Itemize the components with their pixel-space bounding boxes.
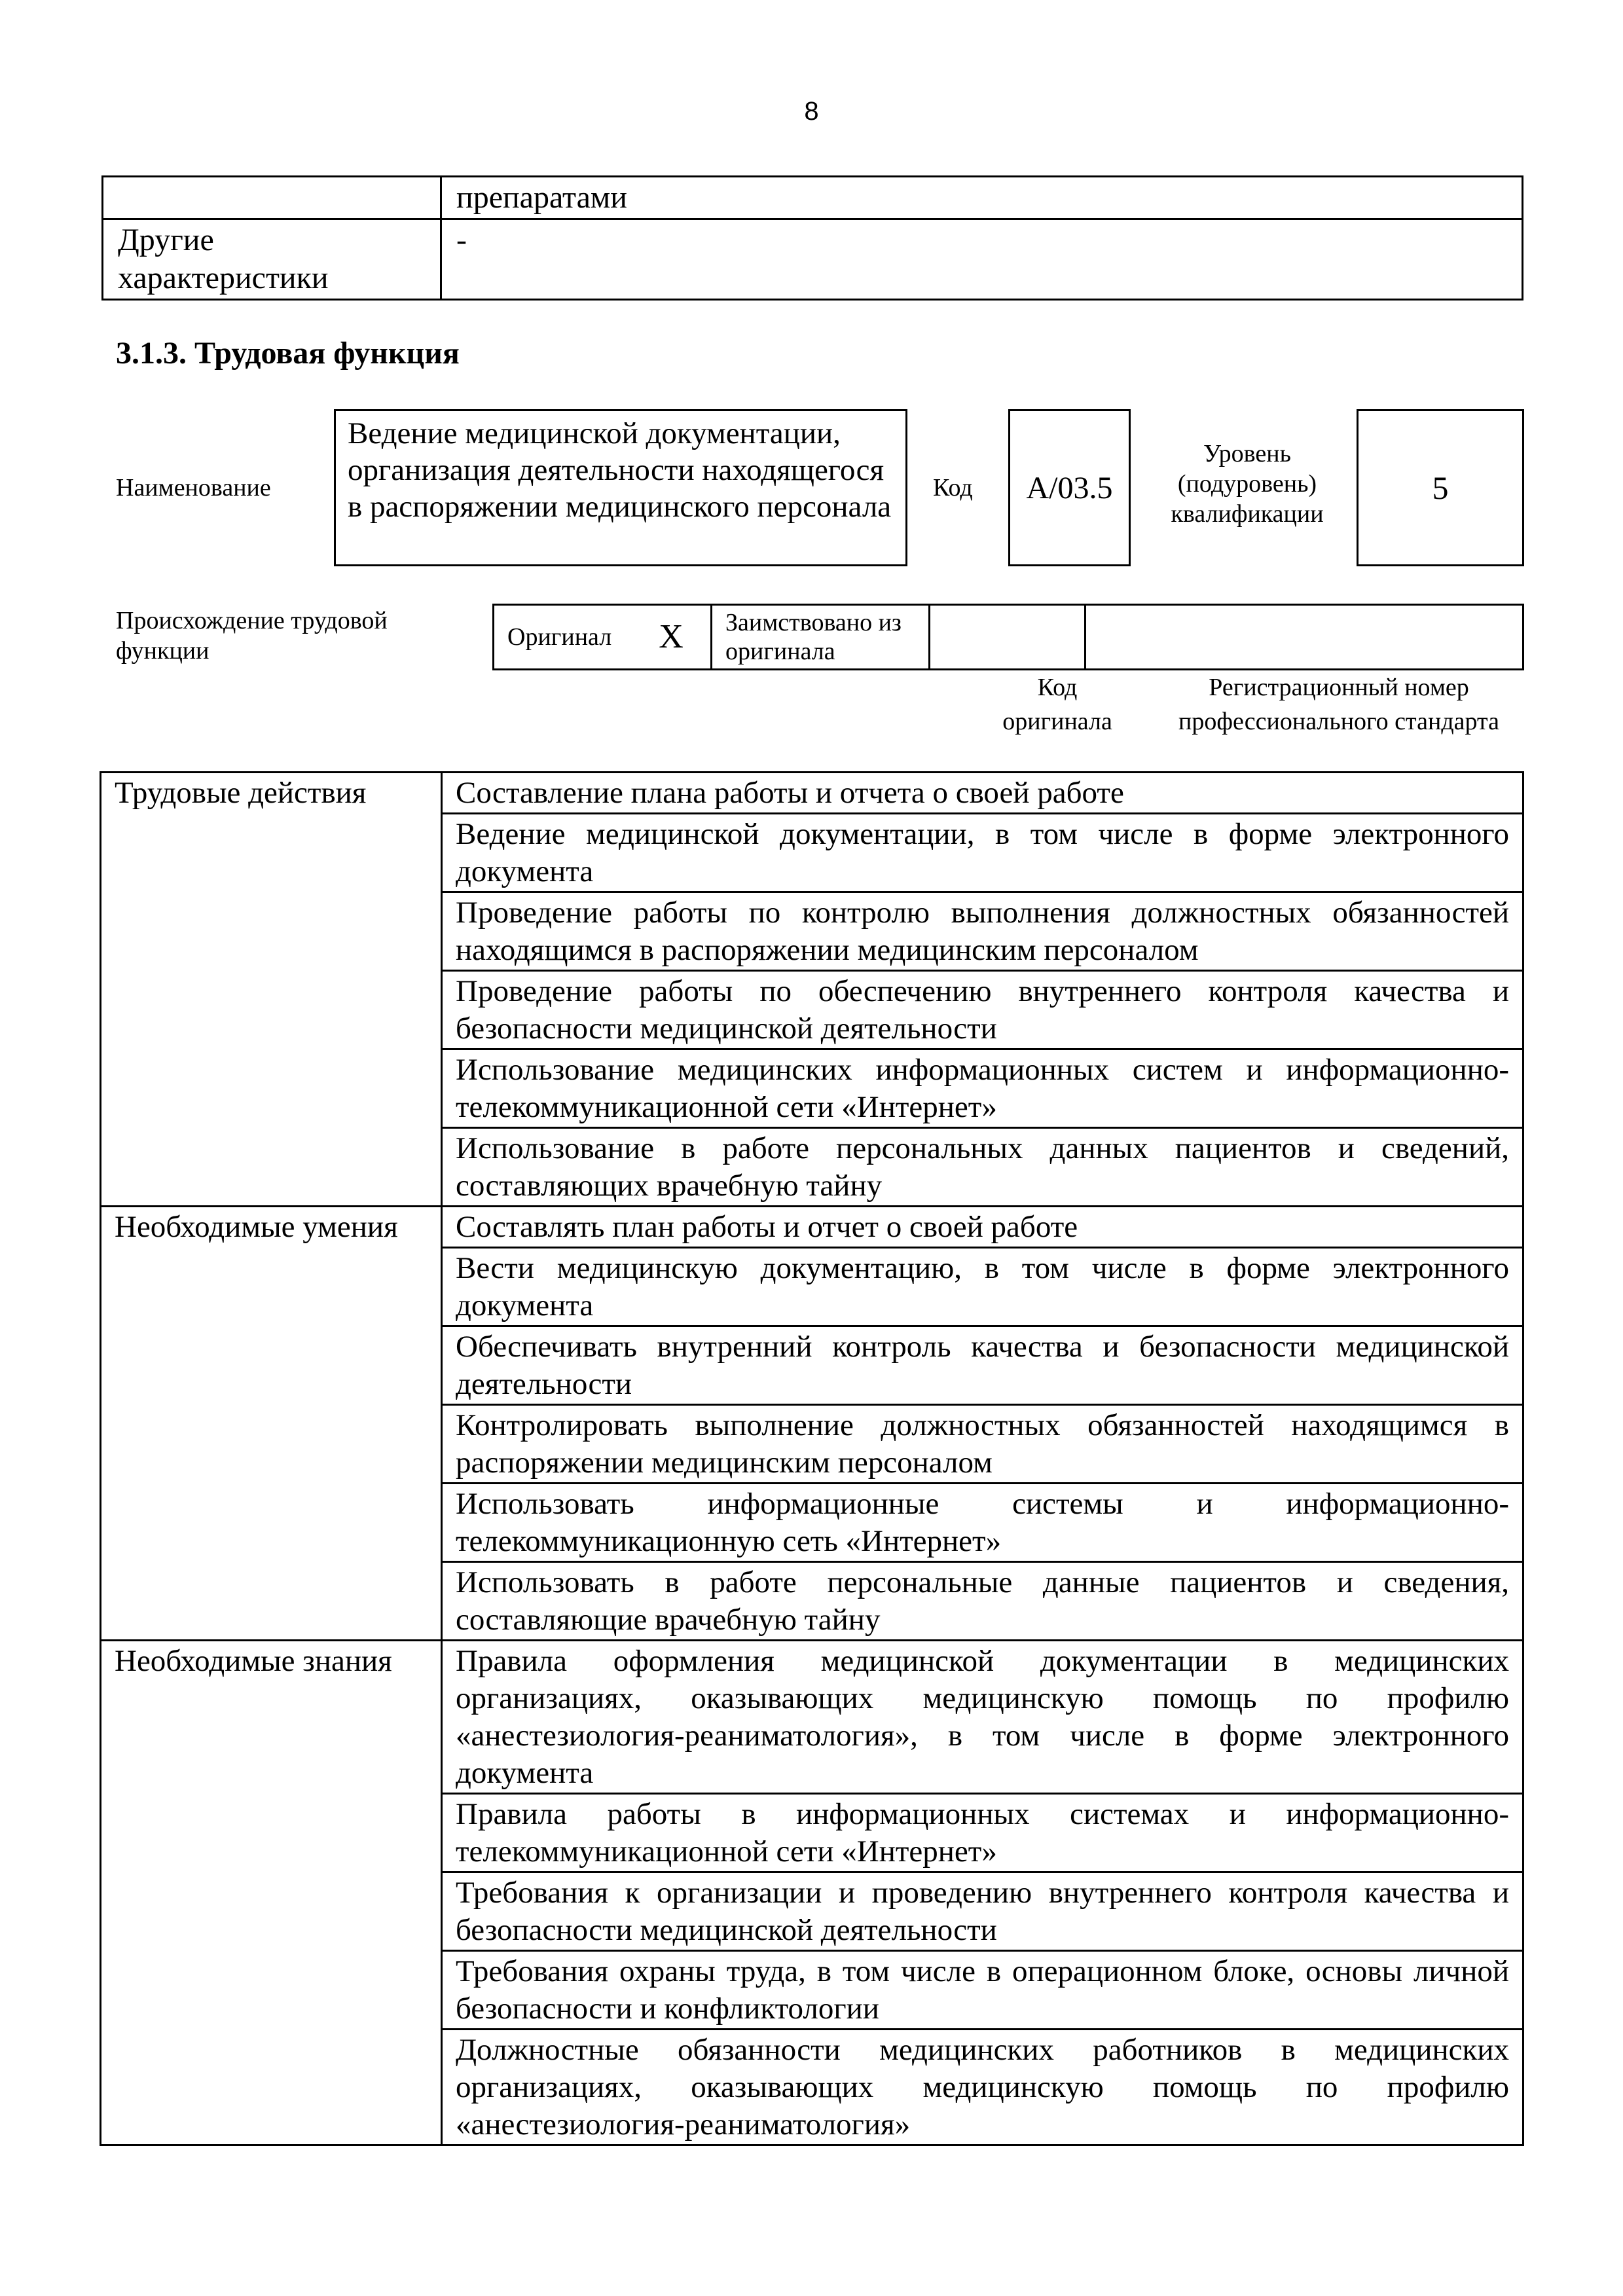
- page-number: 8: [804, 97, 819, 126]
- list-item: Использовать в работе персональные данные пациентов и сведения, составляющие врачебную тайну: [442, 1562, 1523, 1641]
- code-original-caption: Код оригинала: [1002, 674, 1112, 735]
- code-label: Код: [933, 474, 973, 501]
- original-mark: X: [632, 605, 712, 670]
- category-skills: Необходимые умения: [101, 1207, 442, 1641]
- list-item: Составление плана работы и отчета о своей работе: [442, 773, 1523, 814]
- table-row: [101, 773, 1523, 814]
- borrowed-label: Заимствовано из оригинала: [712, 605, 930, 670]
- category-knowledge: Необходимые знания: [101, 1641, 442, 2145]
- function-details-table: [100, 771, 1524, 2146]
- list-item: Требования охраны труда, в том числе в операционном блоке, основы личной безопасности и конфликтологии: [442, 1951, 1523, 2030]
- list-item: Обеспечивать внутренний контроль качества и безопасности медицинской деятельности: [442, 1326, 1523, 1405]
- original-code-cell: [930, 605, 1085, 670]
- reg-number-caption: Регистрационный номер профессионального стандарта: [1178, 674, 1499, 735]
- function-code: А/03.5: [1008, 409, 1131, 566]
- list-item: Правила работы в информационных системах и информационно-телекоммуникационной сети «Интернет»: [442, 1794, 1523, 1872]
- table-row: [101, 1641, 1523, 1794]
- list-item: Проведение работы по контролю выполнения должностных обязанностей находящимся в распоряжении медицинским персоналом: [442, 892, 1523, 971]
- list-item: Правила оформления медицинской документации в медицинских организациях, оказывающих медицинскую помощь по профилю «анестезиология-реаниматология», в том числе в форме электронного документа: [442, 1641, 1523, 1794]
- table-cell: препаратами: [441, 177, 1523, 219]
- list-item: Требования к организации и проведению внутреннего контроля качества и безопасности медицинской деятельности: [442, 1872, 1523, 1951]
- table-cell: Другие характеристики: [103, 219, 441, 300]
- origin-label: Происхождение трудовой функции: [116, 607, 388, 665]
- list-item: Составлять план работы и отчет о своей работе: [442, 1207, 1523, 1248]
- level-label: Уровень (подуровень) квалификации: [1171, 440, 1324, 528]
- list-item: Ведение медицинской документации, в том числе в форме электронного документа: [442, 814, 1523, 892]
- table-row: [101, 1207, 1523, 1248]
- table-cell: -: [441, 219, 1523, 300]
- function-name: Ведение медицинской документации, организация деятельности находящегося в распоряжении медицинского персонала: [334, 409, 907, 566]
- list-item: Контролировать выполнение должностных обязанностей находящимся в распоряжении медицинским персоналом: [442, 1405, 1523, 1484]
- list-item: Вести медицинскую документацию, в том числе в форме электронного документа: [442, 1248, 1523, 1326]
- list-item: Использовать информационные системы и информационно-телекоммуникационную сеть «Интернет»: [442, 1484, 1523, 1562]
- section-heading: 3.1.3. Трудовая функция: [116, 336, 460, 371]
- table-row: [103, 177, 1523, 219]
- category-labor-actions: Трудовые действия: [101, 773, 442, 1207]
- reg-number-cell: [1085, 605, 1523, 670]
- original-label: Оригинал: [494, 605, 632, 670]
- table-row: [103, 219, 1523, 300]
- list-item: Проведение работы по обеспечению внутреннего контроля качества и безопасности медицинской деятельности: [442, 971, 1523, 1049]
- list-item: Должностные обязанности медицинских работников в медицинских организациях, оказывающих медицинскую помощь по профилю «анестезиология-реаниматология»: [442, 2030, 1523, 2145]
- list-item: Использование медицинских информационных систем и информационно-телекоммуникационной сети «Интернет»: [442, 1049, 1523, 1128]
- qualification-level: 5: [1357, 409, 1524, 566]
- origin-table: [492, 604, 1524, 670]
- list-item: Использование в работе персональных данных пациентов и сведений, составляющих врачебную тайну: [442, 1128, 1523, 1207]
- table-cell: [103, 177, 441, 219]
- name-label: Наименование: [116, 474, 271, 501]
- continuation-table: [101, 175, 1523, 301]
